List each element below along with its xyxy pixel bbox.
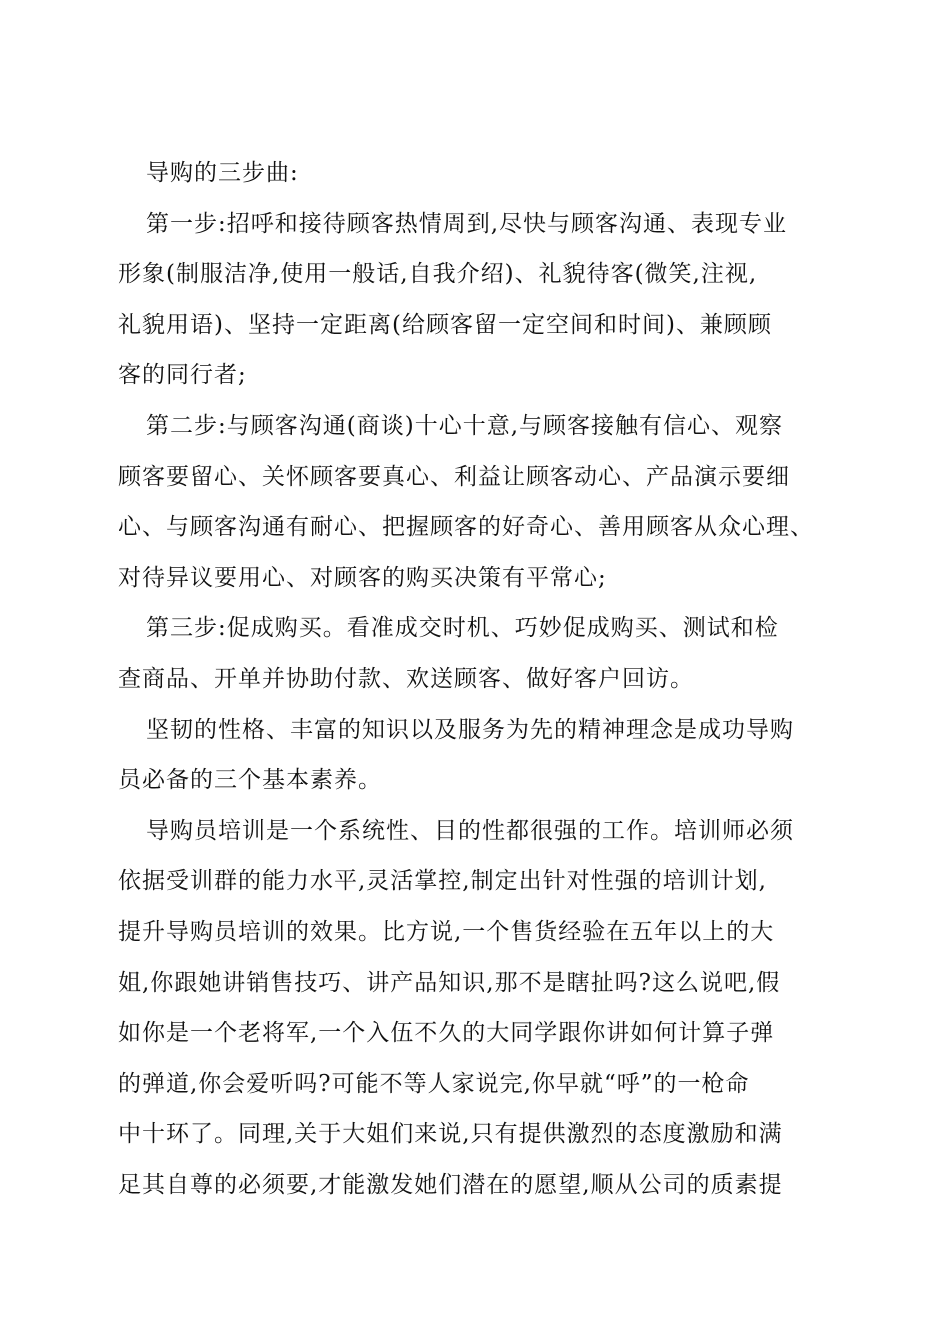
text-line: 第三步:促成购买。看准成交时机、巧妙促成购买、测试和检 bbox=[146, 615, 779, 642]
paragraph-training bbox=[118, 806, 838, 1211]
text-line: 形象(制服洁净,使用一般话,自我介绍)、礼貌待客(微笑,注视, bbox=[118, 261, 758, 288]
text-line: 足其自尊的必须要,才能激发她们潜在的愿望,顺从公司的质素提 bbox=[118, 1171, 783, 1198]
paragraph-qualities bbox=[118, 705, 838, 806]
paragraph-heading bbox=[118, 148, 838, 199]
text-line: 导购的三步曲: bbox=[146, 160, 299, 186]
document-body bbox=[118, 148, 838, 1210]
text-line: 如你是一个老将军,一个入伍不久的大同学跟你讲如何计算子弹 bbox=[118, 1020, 775, 1047]
paragraph-step-one bbox=[118, 199, 838, 401]
text-line: 礼貌用语)、坚持一定距离(给顾客留一定空间和时间)、兼顾顾 bbox=[118, 311, 772, 338]
text-line: 导购员培训是一个系统性、目的性都很强的工作。培训师必须 bbox=[146, 817, 794, 844]
paragraph-step-two bbox=[118, 401, 838, 603]
text-line: 对待异议要用心、对顾客的购买决策有平常心; bbox=[118, 564, 607, 591]
text-line: 第一步:招呼和接待顾客热情周到,尽快与顾客沟通、表现专业 bbox=[146, 210, 788, 237]
text-line: 姐,你跟她讲销售技巧、讲产品知识,那不是瞎扯吗?这么说吧,假 bbox=[118, 969, 781, 996]
text-line: 客的同行者; bbox=[118, 362, 247, 389]
text-line: 顾客要留心、关怀顾客要真心、利益让顾客动心、产品演示要细 bbox=[118, 463, 790, 490]
text-line: 提升导购员培训的效果。比方说,一个售货经验在五年以上的大 bbox=[118, 918, 775, 945]
text-line: 中十环了。同理,关于大姐们来说,只有提供激烈的态度激励和满 bbox=[118, 1121, 783, 1148]
text-line: 的弹道,你会爱听吗?可能不等人家说完,你早就“呼”的一枪命 bbox=[118, 1070, 750, 1097]
text-line: 第二步:与顾客沟通(商谈)十心十意,与顾客接触有信心、观察 bbox=[146, 412, 784, 439]
text-line: 坚韧的性格、丰富的知识以及服务为先的精神理念是成功导购 bbox=[146, 716, 794, 743]
text-line: 依据受训群的能力水平,灵活掌控,制定出针对性强的培训计划, bbox=[118, 868, 767, 895]
text-line: 查商品、开单并协助付款、欢送顾客、做好客户回访。 bbox=[118, 665, 694, 692]
text-line: 员必备的三个基本素养。 bbox=[118, 767, 382, 794]
paragraph-step-three bbox=[118, 603, 838, 704]
text-line: 心、与顾客沟通有耐心、把握顾客的好奇心、善用顾客从众心理、 bbox=[118, 514, 814, 541]
